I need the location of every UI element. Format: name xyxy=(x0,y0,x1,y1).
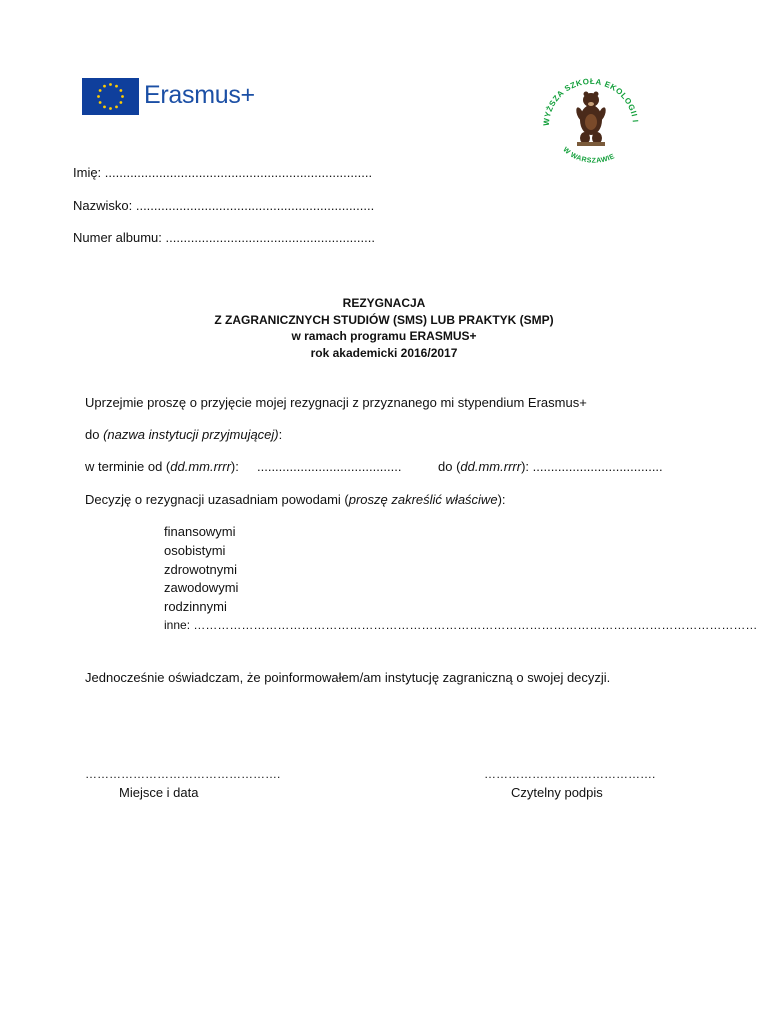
signature-dots[interactable]: ……………………………………. xyxy=(484,767,656,781)
signature-label: Czytelny podpis xyxy=(511,785,603,800)
reason-professional[interactable]: zawodowymi xyxy=(164,580,239,595)
eu-star-icon xyxy=(97,95,100,98)
eu-star-icon xyxy=(121,95,124,98)
reason-health[interactable]: zdrowotnymi xyxy=(164,562,237,577)
eu-star-icon xyxy=(109,107,112,110)
eu-star-icon xyxy=(103,105,106,108)
eu-star-icon xyxy=(99,89,102,92)
reasons-hint: proszę zakreślić właściwe xyxy=(348,492,498,507)
eu-star-icon xyxy=(119,89,122,92)
erasmus-logo-text: Erasmus+ xyxy=(144,81,255,109)
institution-line[interactable] xyxy=(85,427,282,442)
heading-year: rok akademicki 2016/2017 xyxy=(310,345,458,360)
reason-personal[interactable]: osobistymi xyxy=(164,543,226,558)
reasons-prefix: Decyzję o rezygnacji uzasadniam powodami ( xyxy=(85,492,349,507)
place-date-dots[interactable]: …………………………………………. xyxy=(85,767,281,781)
surname-field[interactable]: Nazwisko: .................................................................. xyxy=(73,198,375,213)
period-from-suffix: ): xyxy=(230,459,239,474)
period-from-dots[interactable]: ........................................ xyxy=(257,459,402,474)
eu-star-icon xyxy=(109,83,112,86)
period-from-line[interactable] xyxy=(85,459,239,474)
school-bottom-text: W WARSZAWIE xyxy=(561,146,616,165)
school-logo xyxy=(535,68,647,172)
eu-star-icon xyxy=(115,85,118,88)
heading-subtitle: Z ZAGRANICZNYCH STUDIÓW (SMS) LUB PRAKTYK (SMP) xyxy=(214,312,554,327)
request-paragraph: Uprzejmie proszę o przyjęcie mojej rezygnacji z przyznanego mi stypendium Erasmus+ xyxy=(85,395,587,410)
period-to-format: dd.mm.rrrr xyxy=(460,459,522,474)
institution-prefix: do xyxy=(85,427,104,442)
school-ring-text: WYŻSZA SZKOŁA EKOLOGII I xyxy=(541,76,640,127)
period-from-prefix: w terminie od ( xyxy=(85,459,171,474)
name-field[interactable]: Imię: .......................................................................... xyxy=(73,165,373,180)
period-to-line[interactable] xyxy=(438,459,663,474)
reasons-suffix: ): xyxy=(497,492,506,507)
eu-star-icon xyxy=(115,105,118,108)
album-number-field[interactable]: Numer albumu: .......................................................... xyxy=(73,230,375,245)
institution-hint: (nazwa instytucji przyjmującej) xyxy=(103,427,279,442)
reason-financial[interactable]: finansowymi xyxy=(164,524,236,539)
reasons-intro xyxy=(85,492,506,507)
heading-program: w ramach programu ERASMUS+ xyxy=(291,329,477,343)
heading-title: REZYGNACJA xyxy=(342,296,426,310)
erasmus-logo xyxy=(82,78,272,118)
eu-star-icon xyxy=(99,101,102,104)
period-to-prefix: do ( xyxy=(438,459,461,474)
eu-star-icon xyxy=(119,101,122,104)
eu-flag-icon xyxy=(82,78,139,115)
period-from-format: dd.mm.rrrr xyxy=(170,459,231,474)
declaration-paragraph: Jednocześnie oświadczam, że poinformowałem/am instytucję zagraniczną o swojej decyzji. xyxy=(85,670,611,685)
place-date-label: Miejsce i data xyxy=(119,785,199,800)
log-icon xyxy=(577,142,605,146)
reason-family[interactable]: rodzinnymi xyxy=(164,599,227,614)
document-heading xyxy=(0,295,768,361)
institution-suffix: : xyxy=(278,427,283,442)
reason-other[interactable]: inne: …………………………………………………………………………………………………………………………… xyxy=(164,618,758,632)
period-to-suffix: ): .................................... xyxy=(521,459,663,474)
eu-star-icon xyxy=(103,85,106,88)
